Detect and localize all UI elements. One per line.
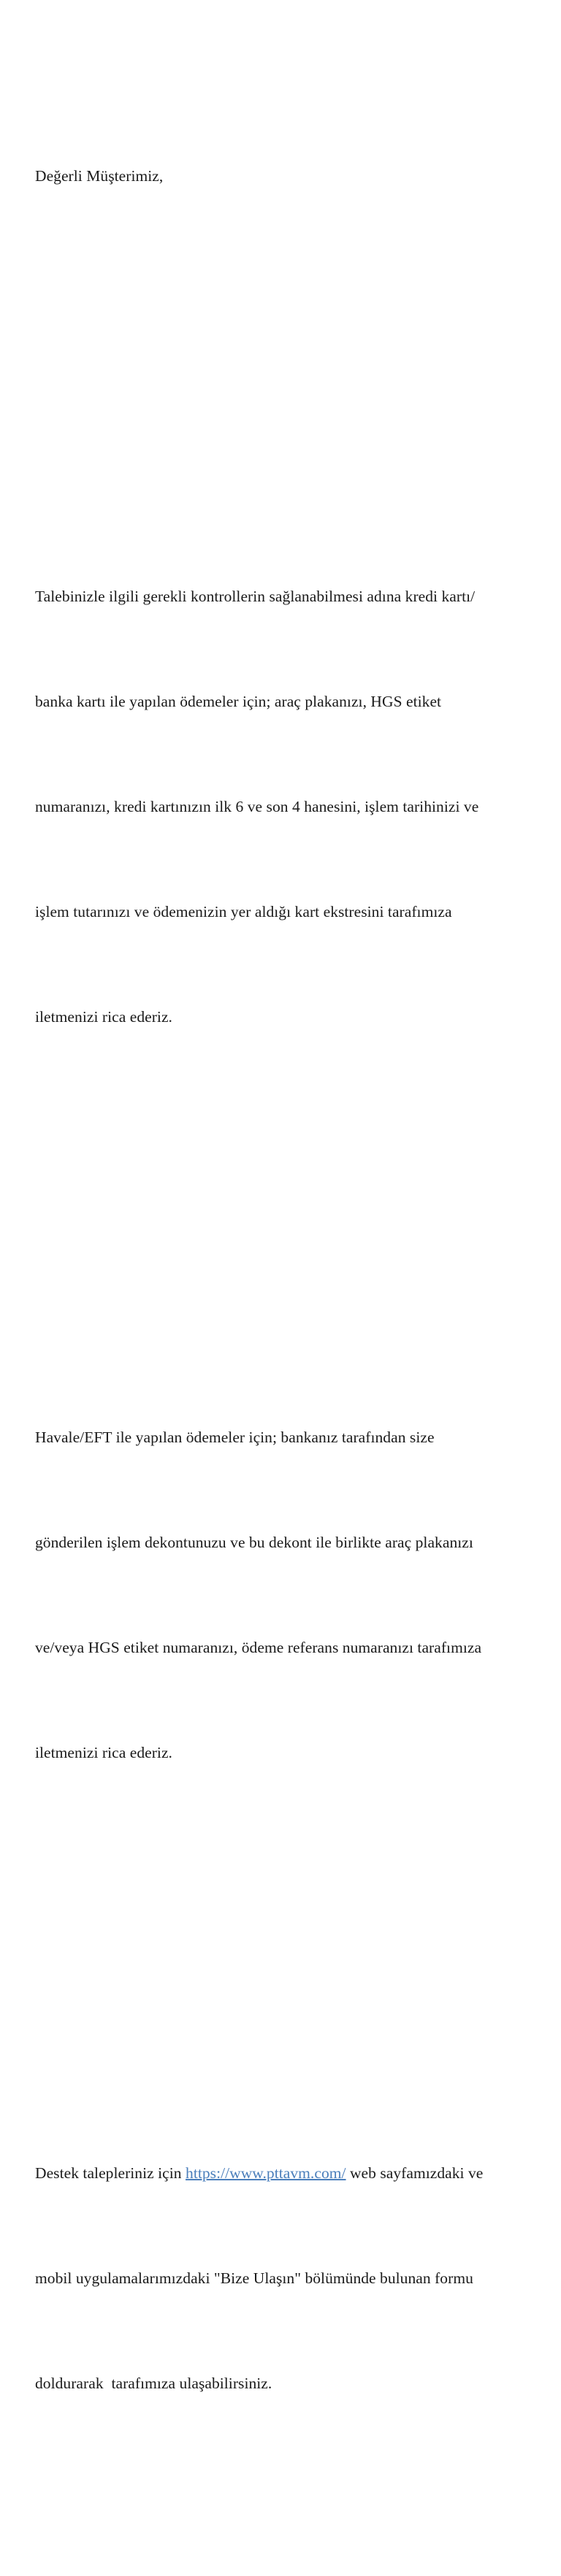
salutation-paragraph xyxy=(35,88,546,264)
support-text-before-link: Destek talepleriniz için xyxy=(35,2164,186,2182)
paragraph-line: gönderilen işlem dekontunuzu ve bu dekont ile birlikte araç plakanızı xyxy=(35,1534,473,1551)
paragraph-line-with-link xyxy=(35,2156,546,2191)
paragraph-card-payments xyxy=(35,509,546,1104)
pttavm-website-link[interactable]: https://www.pttavm.com/ xyxy=(186,2164,346,2182)
paragraph-line: ve/veya HGS etiket numaranızı, ödeme referans numaranızı tarafımıza xyxy=(35,1639,482,1656)
salutation-line: Değerli Müşterimiz, xyxy=(35,167,164,185)
paragraph-line: doldurarak tarafımıza ulaşabilirsiniz. xyxy=(35,2375,272,2392)
paragraph-line: iletmenizi rica ederiz. xyxy=(35,1008,172,1026)
paragraph-gap-3 xyxy=(35,1945,546,1980)
paragraph-line: Havale/EFT ile yapılan ödemeler için; bankanız tarafından size xyxy=(35,1429,435,1446)
paragraph-line: işlem tutarınızı ve ödemenizin yer aldığı kart ekstresini tarafımıza xyxy=(35,903,452,920)
paragraph-wire-transfer-payments xyxy=(35,1350,546,1840)
paragraph-gap-2 xyxy=(35,1210,546,1245)
paragraph-line: mobil uygulamalarımızdaki "Bize Ulaşın" bölümünde bulunan formu xyxy=(35,2269,473,2287)
paragraph-line: banka kartı ile yapılan ödemeler için; araç plakanızı, HGS etiket xyxy=(35,693,442,710)
paragraph-support-requests xyxy=(35,2085,546,2471)
support-text-after-link: web sayfamızdaki ve xyxy=(346,2164,484,2182)
paragraph-gap-1 xyxy=(35,369,546,404)
paragraph-line: numaranızı, kredi kartınızın ilk 6 ve son 4 hanesini, işlem tarihinizi ve xyxy=(35,798,479,815)
paragraph-line: Talebinizle ilgili gerekli kontrollerin sağlanabilmesi adına kredi kartı/ xyxy=(35,588,476,605)
document-text-body xyxy=(35,0,546,2576)
paragraph-line: iletmenizi rica ederiz. xyxy=(35,1744,172,1761)
